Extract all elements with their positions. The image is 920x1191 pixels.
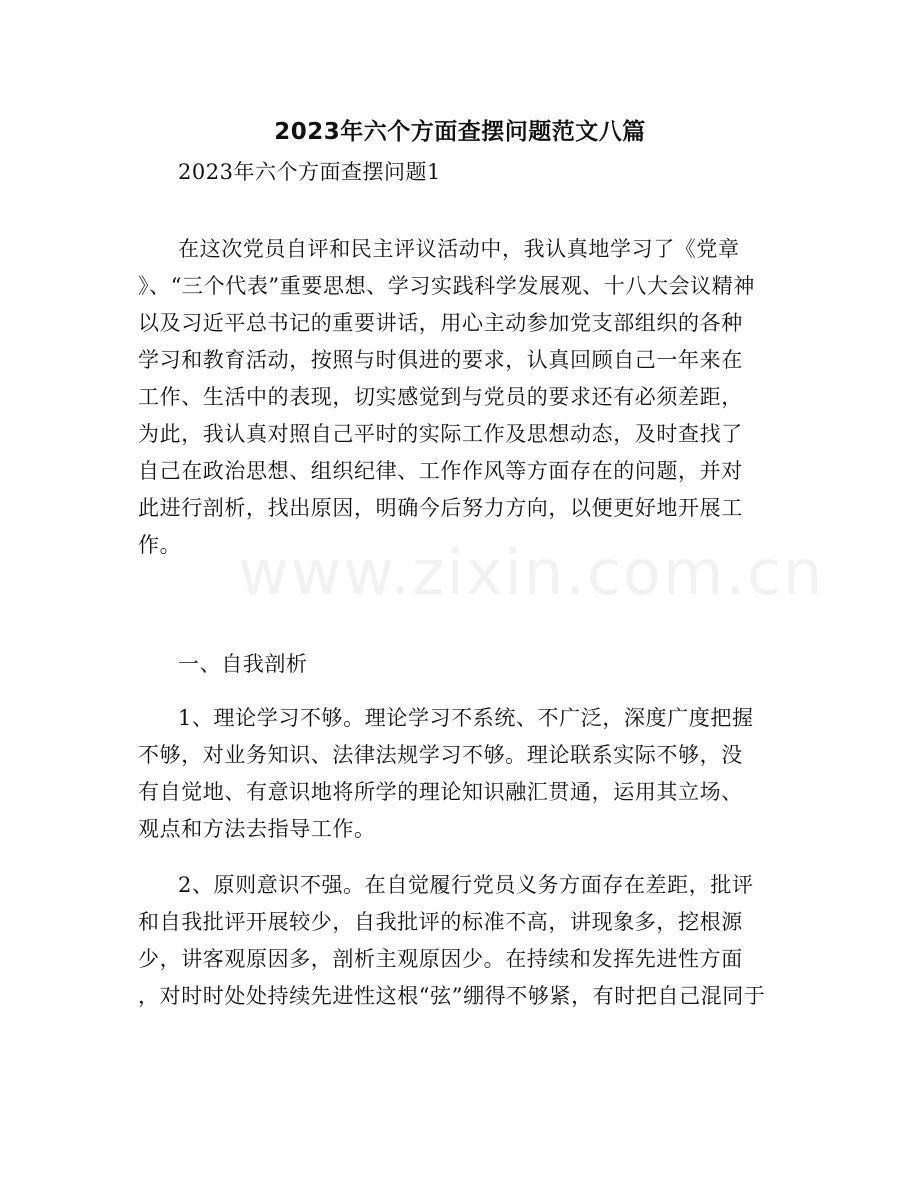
paragraph-line: 不够，对业务知识、法律法规学习不够。理论联系实际不够，没 bbox=[138, 743, 743, 767]
paragraph-line: ，对时时处处持续先进性这根“弦”绷得不够紧，有时把自己混同于 bbox=[138, 984, 766, 1008]
document-subtitle: 2023年六个方面查摆问题1 bbox=[178, 160, 441, 184]
paragraph-item-2 bbox=[138, 867, 784, 1015]
paragraph-line: 观点和方法去指导工作。 bbox=[138, 817, 376, 841]
watermark: www.zixin.com.cn bbox=[238, 536, 825, 609]
paragraph-line: 2、原则意识不强。在自觉履行党员义务方面存在差距，批评 bbox=[178, 873, 754, 897]
paragraph-item-1 bbox=[138, 700, 784, 848]
paragraph-intro bbox=[138, 231, 784, 564]
paragraph-line: 工作、生活中的表现，切实感觉到与党员的要求还有必须差距， bbox=[138, 385, 743, 409]
paragraph-line: 有自觉地、有意识地将所学的理论知识融汇贯通，运用其立场、 bbox=[138, 780, 743, 804]
paragraph-line: 》、“三个代表”重要思想、学习实践科学发展观、十八大会议精神 bbox=[138, 274, 755, 298]
paragraph-line: 少，讲客观原因多，剖析主观原因少。在持续和发挥先进性方面 bbox=[138, 947, 743, 971]
paragraph-line: 作。 bbox=[138, 533, 182, 557]
paragraph-line: 在这次党员自评和民主评议活动中，我认真地学习了《党章 bbox=[178, 237, 740, 261]
paragraph-line: 1、理论学习不够。理论学习不系统、不广泛，深度广度把握 bbox=[178, 706, 754, 730]
document-title: 2023年六个方面查摆问题范文八篇 bbox=[274, 119, 646, 145]
paragraph-line: 以及习近平总书记的重要讲话，用心主动参加党支部组织的各种 bbox=[138, 311, 743, 335]
section-heading: 一、自我剖析 bbox=[178, 652, 308, 676]
paragraph-line: 为此，我认真对照自己平时的实际工作及思想动态，及时查找了 bbox=[138, 422, 743, 446]
paragraph-line: 自己在政治思想、组织纪律、工作作风等方面存在的问题，并对 bbox=[138, 459, 743, 483]
paragraph-line: 和自我批评开展较少，自我批评的标准不高，讲现象多，挖根源 bbox=[138, 910, 743, 934]
paragraph-line: 学习和教育活动，按照与时俱进的要求，认真回顾自己一年来在 bbox=[138, 348, 743, 372]
paragraph-line: 此进行剖析，找出原因，明确今后努力方向，以便更好地开展工 bbox=[138, 496, 743, 520]
